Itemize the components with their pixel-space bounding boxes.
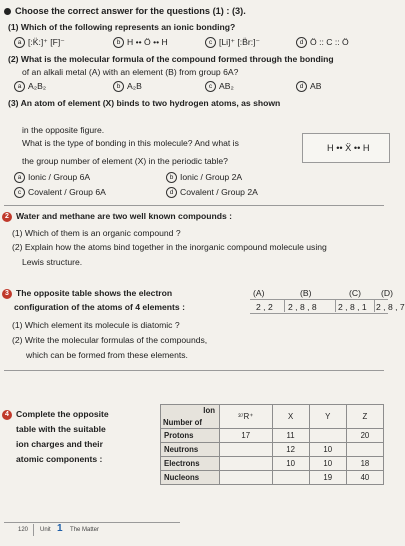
table-rule xyxy=(250,299,388,300)
q2-question-line1: (2) What is the molecular formula of the compound formed through the bonding xyxy=(8,54,334,64)
option-circle-icon: c xyxy=(205,81,216,92)
s3-value-c: 2 , 8 , 1 xyxy=(338,302,367,312)
option-text: A₂B xyxy=(127,81,142,91)
bullet-icon xyxy=(4,8,11,15)
option-circle-icon: a xyxy=(14,81,25,92)
q3-line1: (3) An atom of element (X) binds to two hydrogen atoms, as shown xyxy=(8,98,281,108)
row-label-electrons: Electrons xyxy=(161,457,220,471)
option-circle-icon: a xyxy=(14,37,25,48)
s4-table xyxy=(160,404,384,485)
q1-option-d[interactable] xyxy=(296,37,349,48)
s3-value-a: 2 , 2 xyxy=(256,302,273,312)
unit-number: 1 xyxy=(57,523,63,534)
option-circle-icon: c xyxy=(14,187,25,198)
cell-nucleons-y[interactable]: 19 xyxy=(309,471,346,485)
s2-item3: Lewis structure. xyxy=(22,257,83,267)
cell-neutrons-r[interactable] xyxy=(220,443,273,457)
corner-label-ion: Ion xyxy=(203,406,215,415)
s2-item1: (1) Which of them is an organic compound ? xyxy=(12,228,181,238)
option-text: Covalent / Group 6A xyxy=(28,187,106,197)
q2-option-c[interactable] xyxy=(205,81,234,92)
q1-option-a[interactable] xyxy=(14,37,65,48)
option-text: [:K̈:]⁺ [F]⁻ xyxy=(28,37,65,47)
option-text: Covalent / Group 2A xyxy=(180,187,258,197)
page-number: 120 xyxy=(18,527,29,533)
s4-line2: table with the suitable xyxy=(16,424,106,434)
cell-neutrons-y[interactable]: 10 xyxy=(309,443,346,457)
row-label-nucleons: Nucleons xyxy=(161,471,220,485)
option-text: [Li]⁺ [:B̈r:]⁻ xyxy=(219,37,261,47)
section-number-badge: 4 xyxy=(2,410,12,420)
option-text: AB xyxy=(310,81,322,91)
ion-header-x: X xyxy=(272,405,309,429)
s4-line1: Complete the opposite xyxy=(16,409,109,419)
option-text: A₂B₂ xyxy=(28,81,47,91)
divider xyxy=(4,205,384,206)
s2-title: Water and methane are two well known compounds : xyxy=(16,211,232,221)
q1-option-b[interactable] xyxy=(113,37,168,48)
s3-item2: (2) Write the molecular formulas of the compounds, xyxy=(12,335,208,345)
q2-question-line2: of an alkali metal (A) with an element (B) from group 6A? xyxy=(22,67,239,77)
s3-item1: (1) Which element its molecule is diatomic ? xyxy=(12,320,180,330)
option-circle-icon: a xyxy=(14,172,25,183)
s3-value-d: 2 , 8 , 7 xyxy=(376,302,405,312)
s3-title-line1: The opposite table shows the electron xyxy=(16,288,173,298)
q3-option-a[interactable] xyxy=(14,172,90,183)
corner-label-number: Number of xyxy=(163,418,202,427)
ion-header-y: Y xyxy=(309,405,346,429)
q2-option-a[interactable] xyxy=(14,81,46,92)
cell-electrons-y[interactable]: 10 xyxy=(309,457,346,471)
row-label-protons: Protons xyxy=(161,429,220,443)
q3-line4: the group number of element (X) in the periodic table? xyxy=(22,156,228,166)
q3-option-d[interactable] xyxy=(166,187,258,198)
section-number-badge: 3 xyxy=(2,289,12,299)
table-rule xyxy=(335,300,336,312)
table-rule xyxy=(284,300,285,312)
cell-electrons-z[interactable]: 18 xyxy=(346,457,383,471)
cell-electrons-r[interactable] xyxy=(220,457,273,471)
header-title-row xyxy=(4,6,246,17)
option-circle-icon: d xyxy=(166,187,177,198)
q3-line3: What is the type of bonding in this molecule? And what is xyxy=(22,138,239,148)
option-circle-icon: b xyxy=(113,37,124,48)
q3-option-c[interactable] xyxy=(14,187,106,198)
s3-value-b: 2 , 8 , 8 xyxy=(288,302,317,312)
s3-title-row xyxy=(2,288,172,299)
footer-divider xyxy=(33,524,34,536)
table-rule xyxy=(374,300,375,312)
option-circle-icon: b xyxy=(166,172,177,183)
option-circle-icon: b xyxy=(113,81,124,92)
option-circle-icon: d xyxy=(296,37,307,48)
option-text: H •• Ö •• H xyxy=(127,37,168,47)
unit-label: Unit xyxy=(40,527,51,533)
cell-nucleons-r[interactable] xyxy=(220,471,273,485)
section-number-badge: 2 xyxy=(2,212,12,222)
divider xyxy=(4,370,384,371)
s2-item2: (2) Explain how the atoms bind together in the inorganic compound molecule using xyxy=(12,242,327,252)
cell-nucleons-x[interactable] xyxy=(272,471,309,485)
s2-title-row xyxy=(2,211,232,222)
page-instruction: Choose the correct answer for the questions (1) : (3). xyxy=(15,6,246,16)
option-text: AB₂ xyxy=(219,81,234,91)
s4-line1-row xyxy=(2,409,109,420)
s3-header-c: (C) xyxy=(349,288,361,298)
q2-option-d[interactable] xyxy=(296,81,321,92)
cell-neutrons-z[interactable] xyxy=(346,443,383,457)
cell-protons-z[interactable]: 20 xyxy=(346,429,383,443)
s4-line3: ion charges and their xyxy=(16,439,103,449)
cell-electrons-x[interactable]: 10 xyxy=(272,457,309,471)
cell-neutrons-x[interactable]: 12 xyxy=(272,443,309,457)
ion-header-z: Z xyxy=(346,405,383,429)
s3-header-d: (D) xyxy=(381,288,393,298)
s3-header-a: (A) xyxy=(253,288,265,298)
option-text: Ionic / Group 2A xyxy=(180,172,243,182)
table-rule xyxy=(250,313,388,314)
cell-protons-x[interactable]: 11 xyxy=(272,429,309,443)
option-text: Ionic / Group 6A xyxy=(28,172,91,182)
option-text: Ö :: C :: Ö xyxy=(310,37,349,47)
q1-option-c[interactable] xyxy=(205,37,260,48)
q3-line2: in the opposite figure. xyxy=(22,125,105,135)
q3-figure xyxy=(302,133,390,163)
unit-title: The Matter xyxy=(70,527,100,533)
s3-header-b: (B) xyxy=(300,288,312,298)
cell-nucleons-z[interactable]: 40 xyxy=(346,471,383,485)
ion-header-r: ³⁷R⁺ xyxy=(220,405,273,429)
cell-protons-r[interactable]: 17 xyxy=(220,429,273,443)
cell-protons-y[interactable] xyxy=(309,429,346,443)
q1-question: (1) Which of the following represents an ionic bonding? xyxy=(8,22,236,32)
lewis-structure-figure: H •• Ẍ •• H xyxy=(327,143,370,153)
s4-line4: atomic components : xyxy=(16,454,103,464)
s3-title-line2: configuration of the atoms of 4 elements : xyxy=(14,302,185,312)
option-circle-icon: c xyxy=(205,37,216,48)
q3-option-b[interactable] xyxy=(166,172,242,183)
footer-rule xyxy=(4,522,180,523)
q2-option-b[interactable] xyxy=(113,81,142,92)
s3-item3: which can be formed from these elements. xyxy=(26,350,188,360)
s4-corner-cell xyxy=(161,405,220,429)
row-label-neutrons: Neutrons xyxy=(161,443,220,457)
option-circle-icon: d xyxy=(296,81,307,92)
